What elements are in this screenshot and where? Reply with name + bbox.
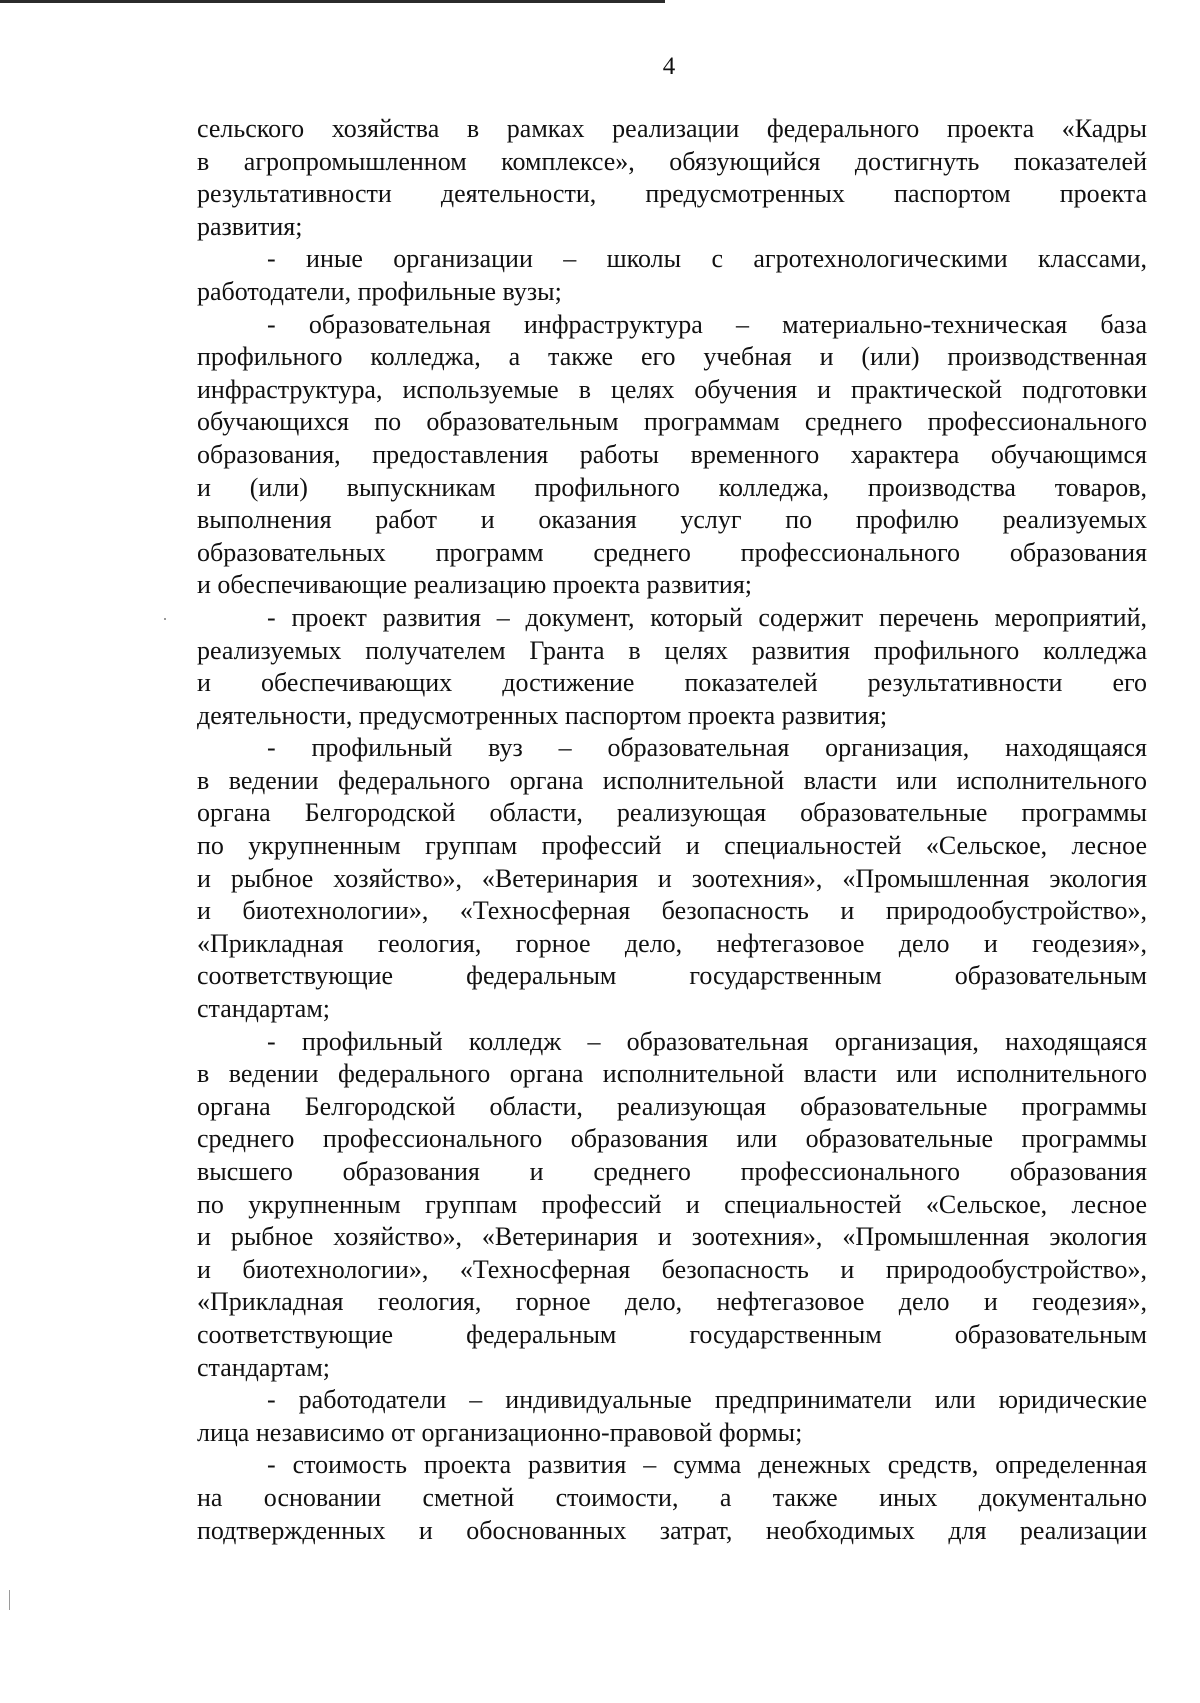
text-line: соответствующие федеральным государственным образовательным [197, 961, 1147, 991]
text-line: - профильный колледж – образовательная организация, находящаяся [267, 1026, 1147, 1056]
scan-speck [9, 1590, 10, 1610]
text-line: обучающихся по образовательным программам среднего профессионального [197, 407, 1147, 437]
text-line: деятельности, предусмотренных паспортом проекта развития; [197, 700, 888, 730]
text-line: лица независимо от организационно-правовой формы; [197, 1417, 803, 1447]
text-line: - иные организации – школы с агротехнологическими классами, [267, 244, 1147, 274]
text-line: органа Белгородской области, реализующая образовательные программы [197, 1091, 1147, 1121]
text-line: и рыбное хозяйство», «Ветеринария и зоотехния», «Промышленная экология [197, 1222, 1147, 1252]
text-line: в агропромышленном комплексе», обязующийся достигнуть показателей [197, 146, 1147, 176]
text-line: на основании сметной стоимости, а также иных документально [197, 1482, 1147, 1512]
text-line: инфраструктура, используемые в целях обучения и практической подготовки [197, 374, 1147, 404]
page-number: 4 [662, 53, 676, 80]
text-line: среднего профессионального образования или образовательные программы [197, 1124, 1147, 1154]
text-line: «Прикладная геология, горное дело, нефтегазовое дело и геодезия», [197, 1287, 1147, 1317]
text-line: в ведении федерального органа исполнительной власти или исполнительного [197, 765, 1147, 795]
text-line: «Прикладная геология, горное дело, нефтегазовое дело и геодезия», [197, 928, 1147, 958]
text-line: образовательных программ среднего профессионального образования [197, 537, 1147, 567]
text-line: результативности деятельности, предусмотренных паспортом проекта [197, 179, 1147, 209]
text-line: - стоимость проекта развития – сумма денежных средств, определенная [267, 1450, 1147, 1480]
text-line: выполнения работ и оказания услуг по профилю реализуемых [197, 505, 1147, 535]
text-line: в ведении федерального органа исполнительной власти или исполнительного [197, 1059, 1147, 1089]
text-line: стандартам; [197, 1352, 330, 1382]
text-line: соответствующие федеральным государственным образовательным [197, 1319, 1147, 1349]
text-line: органа Белгородской области, реализующая образовательные программы [197, 798, 1147, 828]
text-line: и рыбное хозяйство», «Ветеринария и зоотехния», «Промышленная экология [197, 863, 1147, 893]
text-line: стандартам; [197, 994, 330, 1024]
text-line: - проект развития – документ, который содержит перечень мероприятий, [267, 602, 1147, 632]
text-line: и (или) выпускникам профильного колледжа, производства товаров, [197, 472, 1147, 502]
scan-speck [164, 618, 166, 620]
text-line: - образовательная инфраструктура – материально-техническая база [267, 309, 1147, 339]
text-line: подтвержденных и обоснованных затрат, необходимых для реализации [197, 1515, 1147, 1545]
text-line: реализуемых получателем Гранта в целях развития профильного колледжа [197, 635, 1147, 665]
text-line: - профильный вуз – образовательная организация, находящаяся [267, 733, 1147, 763]
text-line: работодатели, профильные вузы; [197, 276, 562, 306]
text-line: и биотехнологии», «Техносферная безопасность и природообустройство», [197, 1254, 1147, 1284]
text-line: сельского хозяйства в рамках реализации федерального проекта «Кадры [197, 114, 1147, 143]
document-body [197, 113, 1147, 1547]
text-line: профильного колледжа, а также его учебная и (или) производственная [197, 342, 1147, 372]
text-line: по укрупненным группам профессий и специальностей «Сельское, лесное [197, 831, 1147, 861]
text-line: по укрупненным группам профессий и специальностей «Сельское, лесное [197, 1189, 1147, 1219]
top-scan-border [0, 0, 665, 3]
text-line: развития; [197, 211, 303, 241]
text-line: и обеспечивающие реализацию проекта развития; [197, 570, 753, 600]
text-line: высшего образования и среднего профессионального образования [197, 1157, 1147, 1186]
text-line: и обеспечивающих достижение показателей результативности его [197, 668, 1147, 698]
text-line: и биотехнологии», «Техносферная безопасность и природообустройство», [197, 896, 1147, 926]
text-line: образования, предоставления работы временного характера обучающимся [197, 439, 1147, 469]
text-line: - работодатели – индивидуальные предприниматели или юридические [267, 1385, 1147, 1415]
